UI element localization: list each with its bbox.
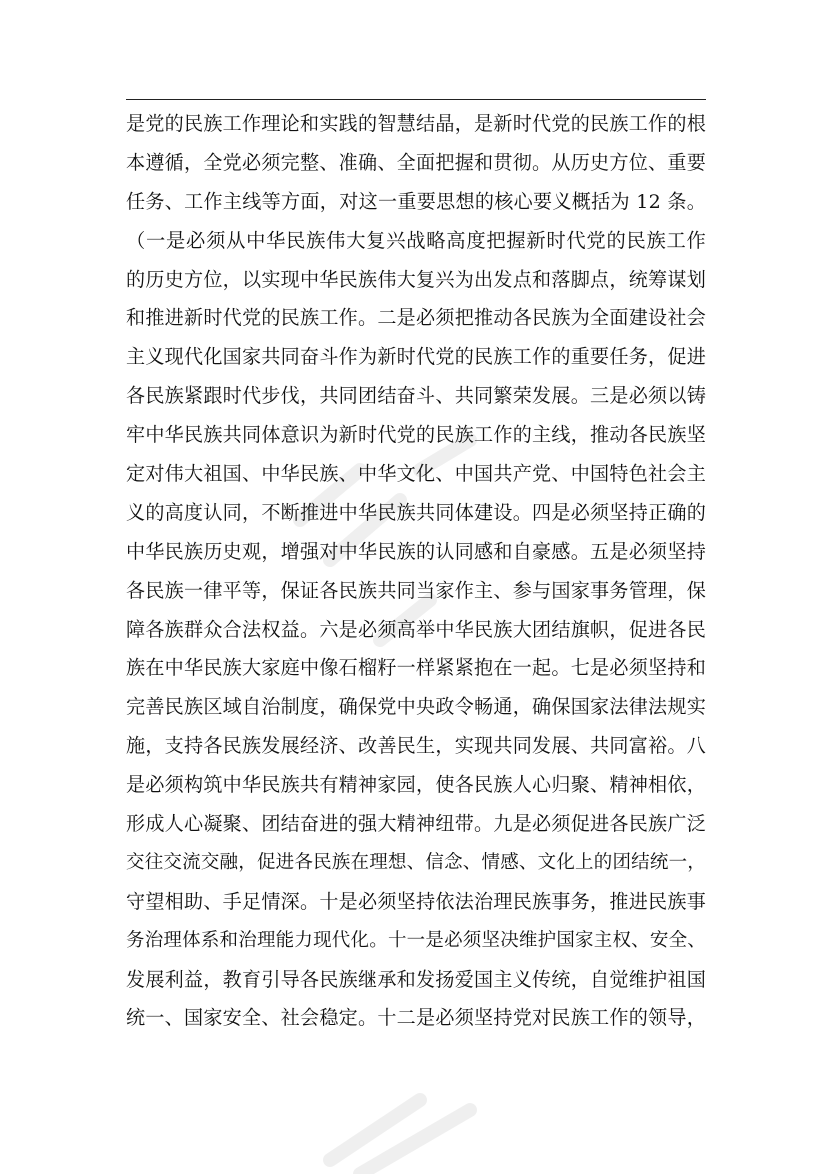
text-line: 各民族一律平等，保证各民族共同当家作主、参与国家事务管理，保: [126, 578, 706, 602]
body-text: [126, 105, 706, 1038]
text-line: 族在中华民族大家庭中像石榴籽一样紧紧抱在一起。七是必须坚持和: [126, 656, 706, 680]
text-line: 各民族紧跟时代步伐，共同团结奋斗、共同繁荣发展。三是必须以铸: [126, 384, 706, 408]
text-line: 是必须构筑中华民族共有精神家园，使各民族人心归聚、精神相依，: [126, 773, 706, 797]
text-line: 主义现代化国家共同奋斗作为新时代党的民族工作的重要任务，促进: [126, 345, 706, 369]
text-line: 定对伟大祖国、中华民族、中华文化、中国共产党、中国特色社会主: [126, 462, 706, 486]
text-line: 施，支持各民族发展经济、改善民生，实现共同发展、共同富裕。八: [126, 734, 706, 758]
text-line: 完善民族区域自治制度，确保党中央政令畅通，确保国家法律法规实: [126, 695, 706, 719]
text-line: 交往交流交融，促进各民族在理想、信念、情感、文化上的团结统一，: [126, 851, 706, 873]
text-line: 守望相助、手足情深。十是必须坚持依法治理民族事务，推进民族事: [126, 889, 706, 913]
text-line: 形成人心凝聚、团结奋进的强大精神纽带。九是必须促进各民族广泛: [126, 812, 706, 836]
watermark-stroke: [360, 1110, 470, 1174]
text-line: （一是必须从中华民族伟大复兴战略高度把握新时代党的民族工作: [126, 228, 706, 252]
text-line: 本遵循，全党必须完整、准确、全面把握和贯彻。从历史方位、重要: [126, 150, 706, 174]
text-line: 务治理体系和治理能力现代化。十一是必须坚决维护国家主权、安全、: [126, 929, 706, 951]
text-line: 义的高度认同，不断推进中华民族共同体建设。四是必须坚持正确的: [126, 500, 706, 524]
text-line: 统一、国家安全、社会稳定。十二是必须坚持党对民族工作的领导，: [126, 1006, 706, 1030]
text-line: 任务、工作主线等方面，对这一重要思想的核心要义概括为 12 条。: [126, 189, 706, 213]
text-line: 中华民族历史观，增强对中华民族的认同感和自豪感。五是必须坚持: [126, 539, 706, 563]
text-line: 和推进新时代党的民族工作。二是必须把推动各民族为全面建设社会: [126, 306, 706, 330]
header-rule: [126, 99, 706, 100]
text-line: 发展利益，教育引导各民族继承和发扬爱国主义传统，自觉维护祖国: [126, 967, 706, 991]
text-line: 牢中华民族共同体意识为新时代党的民族工作的主线，推动各民族坚: [126, 423, 706, 447]
watermark-stroke: [330, 1100, 420, 1160]
text-line: 的历史方位，以实现中华民族伟大复兴为出发点和落脚点，统筹谋划: [126, 267, 706, 291]
text-line: 障各族群众合法权益。六是必须高举中华民族大团结旗帜，促进各民: [126, 617, 706, 641]
text-line: 是党的民族工作理论和实践的智慧结晶，是新时代党的民族工作的根: [126, 112, 706, 135]
